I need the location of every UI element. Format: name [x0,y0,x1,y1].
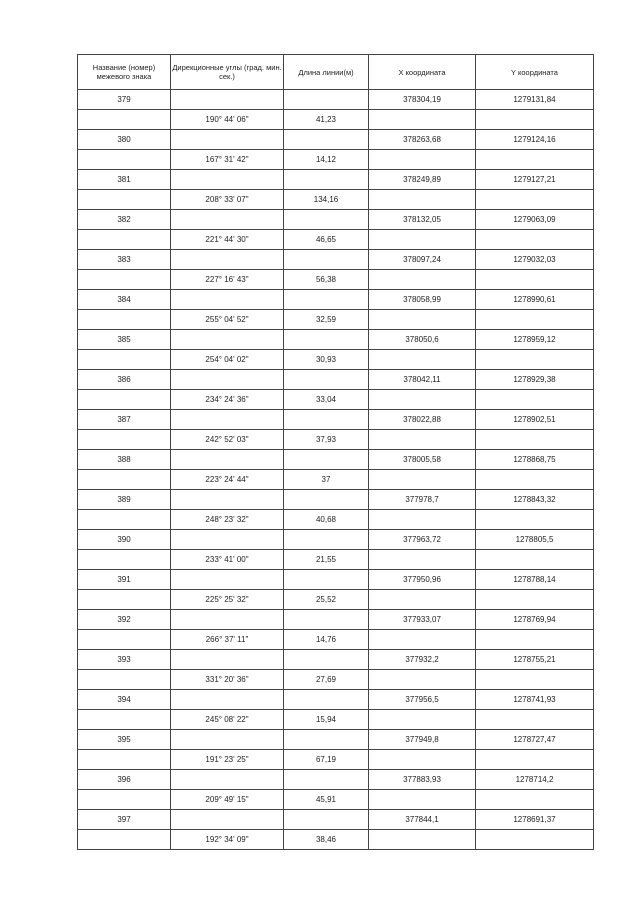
y-coordinate: 1278755,21 [476,650,594,670]
empty-cell [78,190,171,210]
empty-cell [476,270,594,290]
empty-cell [78,110,171,130]
point-name: 394 [78,690,171,710]
point-row [78,290,594,310]
line-length: 37 [284,470,369,490]
empty-cell [476,470,594,490]
point-name: 382 [78,210,171,230]
direction-angle: 233° 41' 00" [171,550,284,570]
empty-cell [369,150,476,170]
point-row [78,90,594,110]
direction-angle: 192° 34' 09" [171,830,284,850]
point-row [78,250,594,270]
point-row [78,210,594,230]
x-coordinate: 378050,6 [369,330,476,350]
point-row [78,490,594,510]
empty-cell [78,790,171,810]
direction-angle: 242° 52' 03" [171,430,284,450]
header-line-length: Длина линии(м) [284,55,369,90]
empty-cell [284,690,369,710]
empty-cell [171,610,284,630]
header-direction-angle: Дирекционные углы (град. мин. сек.) [171,55,284,90]
line-length: 30,93 [284,350,369,370]
empty-cell [369,590,476,610]
empty-cell [284,370,369,390]
empty-cell [476,350,594,370]
point-row [78,370,594,390]
point-name: 391 [78,570,171,590]
direction-angle: 209° 49' 15" [171,790,284,810]
empty-cell [284,250,369,270]
empty-cell [171,90,284,110]
header-y-coordinate: Y координата [476,55,594,90]
y-coordinate: 1278843,32 [476,490,594,510]
empty-cell [369,510,476,530]
empty-cell [171,770,284,790]
x-coordinate: 378249,89 [369,170,476,190]
line-length: 37,93 [284,430,369,450]
line-length: 14,12 [284,150,369,170]
y-coordinate: 1279127,21 [476,170,594,190]
x-coordinate: 378022,88 [369,410,476,430]
empty-cell [284,330,369,350]
empty-cell [476,710,594,730]
empty-cell [78,230,171,250]
empty-cell [78,710,171,730]
y-coordinate: 1278769,94 [476,610,594,630]
empty-cell [284,410,369,430]
point-name: 384 [78,290,171,310]
line-length: 67,19 [284,750,369,770]
empty-cell [78,430,171,450]
empty-cell [476,510,594,530]
empty-cell [171,530,284,550]
table-header [78,55,594,90]
point-name: 395 [78,730,171,750]
empty-cell [171,570,284,590]
empty-cell [78,310,171,330]
y-coordinate: 1278727,47 [476,730,594,750]
direction-angle: 331° 20' 36" [171,670,284,690]
empty-cell [369,710,476,730]
direction-angle: 208° 33' 07" [171,190,284,210]
empty-cell [476,190,594,210]
empty-cell [476,110,594,130]
point-name: 393 [78,650,171,670]
empty-cell [369,350,476,370]
empty-cell [78,150,171,170]
y-coordinate: 1278691,37 [476,810,594,830]
point-row [78,170,594,190]
empty-cell [369,670,476,690]
empty-cell [171,490,284,510]
empty-cell [171,450,284,470]
x-coordinate: 377949,8 [369,730,476,750]
point-row [78,530,594,550]
direction-angle: 167° 31' 42" [171,150,284,170]
empty-cell [78,350,171,370]
point-name: 385 [78,330,171,350]
point-name: 392 [78,610,171,630]
x-coordinate: 377844,1 [369,810,476,830]
y-coordinate: 1279063,09 [476,210,594,230]
line-length: 15,94 [284,710,369,730]
boundary-coordinates-table [77,54,594,850]
empty-cell [284,770,369,790]
empty-cell [369,310,476,330]
line-length: 27,69 [284,670,369,690]
empty-cell [476,630,594,650]
empty-cell [476,790,594,810]
y-coordinate: 1278959,12 [476,330,594,350]
point-row [78,770,594,790]
y-coordinate: 1278990,61 [476,290,594,310]
empty-cell [476,830,594,850]
y-coordinate: 1279124,16 [476,130,594,150]
empty-cell [78,830,171,850]
empty-cell [284,450,369,470]
point-row [78,730,594,750]
point-name: 388 [78,450,171,470]
segment-row [78,110,594,130]
point-name: 381 [78,170,171,190]
line-length: 25,52 [284,590,369,610]
segment-row [78,230,594,250]
empty-cell [78,470,171,490]
direction-angle: 234° 24' 36" [171,390,284,410]
empty-cell [171,690,284,710]
x-coordinate: 378097,24 [369,250,476,270]
empty-cell [284,210,369,230]
segment-row [78,430,594,450]
empty-cell [284,130,369,150]
empty-cell [476,310,594,330]
point-row [78,570,594,590]
segment-row [78,790,594,810]
segment-row [78,190,594,210]
empty-cell [476,670,594,690]
segment-row [78,310,594,330]
point-row [78,410,594,430]
x-coordinate: 378042,11 [369,370,476,390]
empty-cell [284,810,369,830]
segment-row [78,550,594,570]
segment-row [78,750,594,770]
x-coordinate: 378005,58 [369,450,476,470]
y-coordinate: 1278902,51 [476,410,594,430]
segment-row [78,630,594,650]
y-coordinate: 1278788,14 [476,570,594,590]
line-length: 56,38 [284,270,369,290]
empty-cell [369,230,476,250]
line-length: 32,59 [284,310,369,330]
empty-cell [171,130,284,150]
line-length: 46,65 [284,230,369,250]
x-coordinate: 377883,93 [369,770,476,790]
segment-row [78,830,594,850]
x-coordinate: 377933,07 [369,610,476,630]
x-coordinate: 377956,5 [369,690,476,710]
empty-cell [284,650,369,670]
segment-row [78,670,594,690]
x-coordinate: 377950,96 [369,570,476,590]
empty-cell [369,470,476,490]
point-row [78,610,594,630]
empty-cell [171,330,284,350]
empty-cell [369,790,476,810]
point-name: 387 [78,410,171,430]
empty-cell [78,670,171,690]
empty-cell [369,190,476,210]
empty-cell [369,110,476,130]
segment-row [78,510,594,530]
empty-cell [476,430,594,450]
empty-cell [78,390,171,410]
empty-cell [476,390,594,410]
line-length: 38,46 [284,830,369,850]
empty-cell [284,490,369,510]
empty-cell [171,650,284,670]
empty-cell [78,750,171,770]
empty-cell [476,550,594,570]
direction-angle: 248° 23' 32" [171,510,284,530]
segment-row [78,270,594,290]
y-coordinate: 1278929,38 [476,370,594,390]
line-length: 21,55 [284,550,369,570]
line-length: 41,23 [284,110,369,130]
empty-cell [284,170,369,190]
empty-cell [476,150,594,170]
empty-cell [171,250,284,270]
empty-cell [171,410,284,430]
direction-angle: 245° 08' 22" [171,710,284,730]
segment-row [78,350,594,370]
direction-angle: 190° 44' 06" [171,110,284,130]
direction-angle: 266° 37' 11" [171,630,284,650]
x-coordinate: 377978,7 [369,490,476,510]
header-point-name: Название (номер) межевого знака [78,55,171,90]
empty-cell [476,230,594,250]
segment-row [78,150,594,170]
empty-cell [284,730,369,750]
empty-cell [284,610,369,630]
point-row [78,690,594,710]
direction-angle: 191° 23' 25" [171,750,284,770]
empty-cell [369,830,476,850]
point-name: 386 [78,370,171,390]
table-body [78,90,594,850]
x-coordinate: 378304,19 [369,90,476,110]
x-coordinate: 377963,72 [369,530,476,550]
point-row [78,330,594,350]
y-coordinate: 1278805,5 [476,530,594,550]
y-coordinate: 1279032,03 [476,250,594,270]
empty-cell [369,630,476,650]
empty-cell [369,270,476,290]
point-name: 390 [78,530,171,550]
y-coordinate: 1279131,84 [476,90,594,110]
segment-row [78,710,594,730]
empty-cell [476,750,594,770]
empty-cell [171,810,284,830]
x-coordinate: 378263,68 [369,130,476,150]
point-row [78,810,594,830]
empty-cell [171,290,284,310]
empty-cell [284,90,369,110]
point-name: 383 [78,250,171,270]
segment-row [78,390,594,410]
line-length: 33,04 [284,390,369,410]
line-length: 45,91 [284,790,369,810]
empty-cell [369,550,476,570]
empty-cell [284,290,369,310]
line-length: 14,76 [284,630,369,650]
empty-cell [284,530,369,550]
point-name: 389 [78,490,171,510]
x-coordinate: 377932,2 [369,650,476,670]
empty-cell [476,590,594,610]
empty-cell [78,630,171,650]
line-length: 40,68 [284,510,369,530]
line-length: 134,16 [284,190,369,210]
point-name: 379 [78,90,171,110]
empty-cell [171,370,284,390]
x-coordinate: 378132,05 [369,210,476,230]
empty-cell [369,430,476,450]
empty-cell [78,590,171,610]
empty-cell [284,570,369,590]
segment-row [78,590,594,610]
empty-cell [78,510,171,530]
x-coordinate: 378058,99 [369,290,476,310]
direction-angle: 221° 44' 30" [171,230,284,250]
empty-cell [78,270,171,290]
y-coordinate: 1278868,75 [476,450,594,470]
point-name: 396 [78,770,171,790]
empty-cell [171,730,284,750]
direction-angle: 227° 16' 43" [171,270,284,290]
point-name: 380 [78,130,171,150]
empty-cell [171,170,284,190]
empty-cell [171,210,284,230]
empty-cell [369,750,476,770]
point-name: 397 [78,810,171,830]
point-row [78,650,594,670]
segment-row [78,470,594,490]
direction-angle: 223° 24' 44" [171,470,284,490]
direction-angle: 254° 04' 02" [171,350,284,370]
y-coordinate: 1278714,2 [476,770,594,790]
empty-cell [78,550,171,570]
header-x-coordinate: X координата [369,55,476,90]
point-row [78,130,594,150]
y-coordinate: 1278741,93 [476,690,594,710]
empty-cell [369,390,476,410]
point-row [78,450,594,470]
direction-angle: 225° 25' 32" [171,590,284,610]
direction-angle: 255° 04' 52" [171,310,284,330]
